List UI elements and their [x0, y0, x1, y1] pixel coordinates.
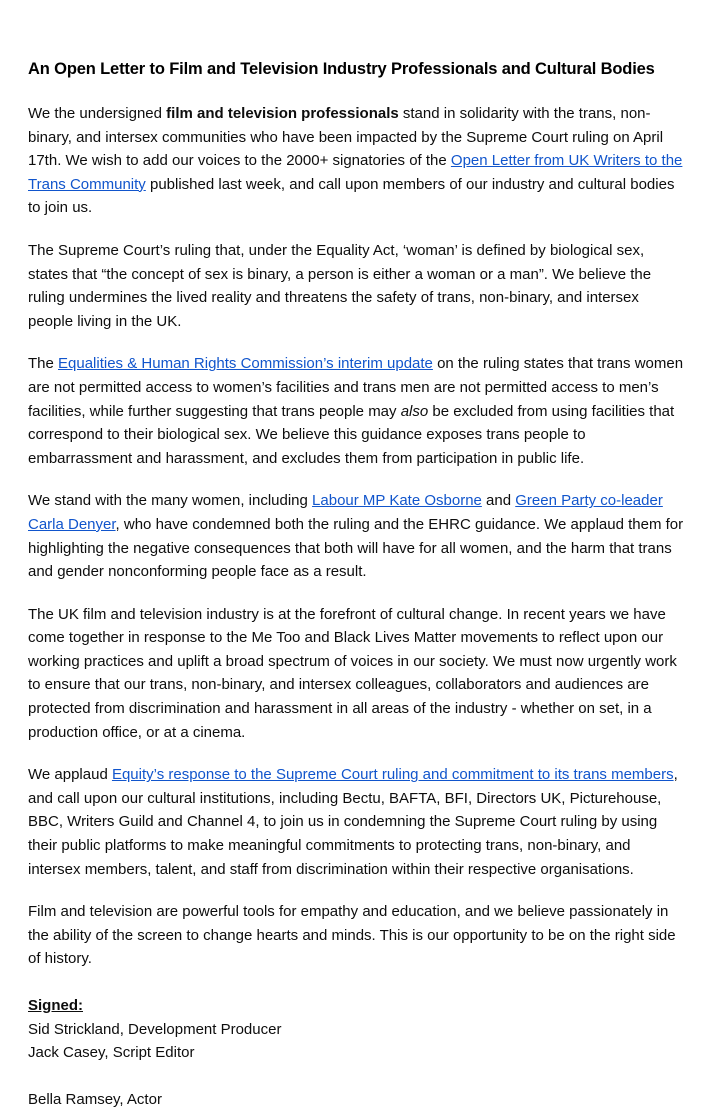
link-open-letter-uk-writers[interactable]: Open Letter from UK Writers to the Trans Community — [28, 152, 683, 193]
paragraph-6 — [28, 763, 686, 881]
p3-text-segment-3: be excluded from using facilities that correspond to their biological sex. We believe this guidance exposes trans people to embarrassment and harassment, and excludes them from participation in public life. — [28, 402, 675, 467]
paragraph-4 — [28, 489, 686, 583]
link-ehrc-interim-update[interactable]: Equalities & Human Rights Commission’s interim update — [58, 355, 433, 373]
p1-text-segment-3: published last week, and call upon members of our industry and cultural bodies to join us. — [28, 175, 675, 217]
paragraph-3 — [28, 352, 686, 470]
paragraph-1 — [28, 102, 686, 220]
p1-text-segment-1: We the undersigned — [28, 105, 167, 122]
signatory-line: Sid Strickland, Development Producer — [28, 1020, 282, 1038]
p1-bold-phrase: film and television professionals — [166, 105, 399, 122]
p2-text-segment-1: The Supreme Court’s ruling that, under the Equality Act, ‘woman’ is defined by biological sex, states that “the concept of sex is binary, a person is either a woman or a man”. We believe the ruling undermines the lived reality and threatens the safety of trans, non-binary, and intersex people living in the UK. — [28, 241, 652, 330]
link-equity-response[interactable]: Equity’s response to the Supreme Court ruling and commitment to its trans members — [111, 766, 674, 784]
p1-text-segment-2: stand in solidarity with the trans, non-binary, and intersex communities who have been impacted by the Supreme Court ruling on April 17th. We wish to add our voices to the 2000+ signatories of the — [28, 105, 664, 170]
page-title: An Open Letter to Film and Television Industry Professionals and Cultural Bodies — [28, 60, 655, 78]
signed-heading-row — [28, 994, 686, 1018]
p3-text-segment-1: The — [28, 355, 59, 373]
p7-text-segment-1: Film and television are powerful tools for empathy and education, and we believe passionately in the ability of the screen to change hearts and minds. This is our opportunity to be on the right side of history. — [28, 903, 676, 968]
p5-text-segment-1: The UK film and television industry is at the forefront of cultural change. In recent years we have come together in response to the Me Too and Black Lives Matter movements to reflect upon our working practices and uplift a broad spectrum of voices in our society. We must now urgently work to ensure that our trans, non-binary, and intersex colleagues, collaborators and audiences are protected from discrimination and harassment in all areas of the industry - whether on set, in a production office, or at a cinema. — [28, 605, 677, 741]
signatory-spacer — [28, 1065, 686, 1089]
p4-text-segment-1: We stand with the many women, including — [28, 492, 313, 510]
link-labour-mp-kate-osborne[interactable]: Labour MP Kate Osborne — [312, 492, 482, 510]
p3-italic-word: also — [400, 402, 429, 420]
p4-text-segment-2: and — [481, 492, 516, 510]
paragraph-7 — [28, 900, 686, 971]
signed-section — [28, 994, 686, 1112]
signatory-line: Bella Ramsey, Actor — [28, 1091, 162, 1109]
link-green-party-carla-denyer[interactable]: Green Party co-leader Carla Denyer — [28, 492, 663, 533]
p3-text-segment-2: on the ruling states that trans women are not permitted access to women’s facilities and trans men are not permitted access to men’s facilities, while further suggesting that trans people may — [28, 355, 684, 420]
signatory-line: Jack Casey, Script Editor — [28, 1044, 195, 1062]
p4-text-segment-3: , who have condemned both the ruling and the EHRC guidance. We applaud them for highlighting the negative consequences that both will have for all women, and the harm that trans and gender nonconforming people face as a result. — [28, 515, 684, 581]
paragraph-2 — [28, 239, 686, 333]
p6-text-segment-2: , and call upon our cultural institutions, including Bectu, BAFTA, BFI, Directors UK, Picturehouse, BBC, Writers Guild and Channel 4, to join us in condemning the Supreme Court ruling by using their public platforms to make meaningful commitments to protecting trans, non-binary, and intersex members, talent, and staff from discrimination within their respective organisations. — [28, 766, 678, 878]
paragraph-5 — [28, 603, 686, 745]
p6-text-segment-1: We applaud — [28, 766, 112, 784]
signed-heading: Signed: — [28, 997, 83, 1014]
